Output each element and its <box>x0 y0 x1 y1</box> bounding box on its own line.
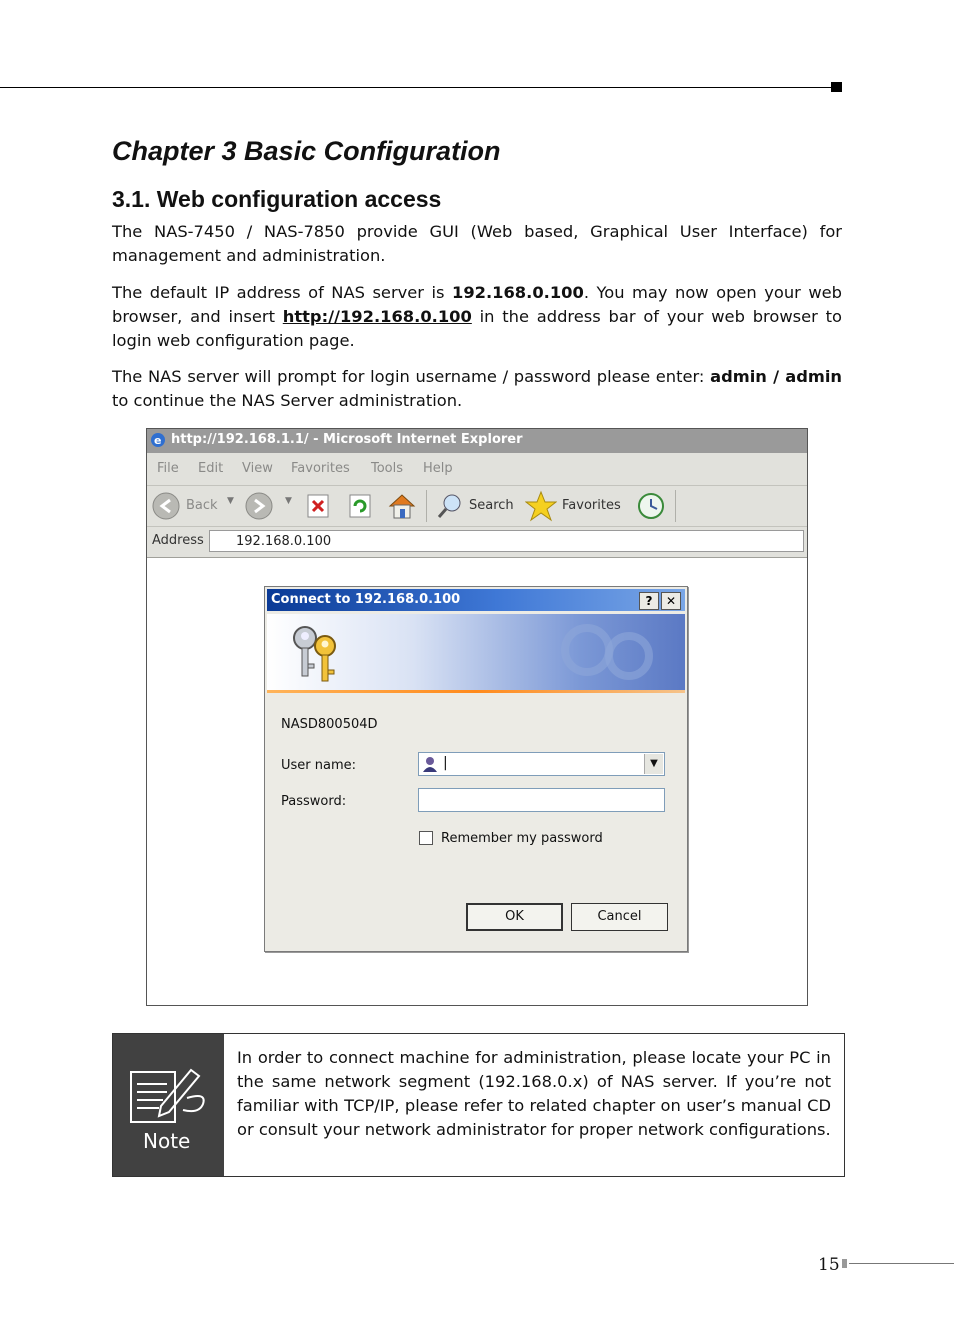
svg-text:e: e <box>154 434 162 447</box>
refresh-icon[interactable] <box>347 493 373 519</box>
banner-keys-watermark-icon <box>537 622 667 688</box>
paragraph-default-ip <box>112 281 842 353</box>
credentials: admin / admin <box>710 367 842 386</box>
favorites-button[interactable]: Favorites <box>562 498 621 513</box>
text: in the address bar of your web browser to login web configuration page. <box>112 307 842 350</box>
text: The default IP address of NAS server is <box>112 283 452 302</box>
banner-divider <box>267 690 685 693</box>
note-sidebar <box>113 1034 224 1176</box>
browser-titlebar <box>147 429 807 453</box>
remember-label[interactable]: Remember my password <box>441 831 603 846</box>
close-button[interactable]: ✕ <box>661 592 681 610</box>
back-dropdown-icon[interactable]: ▼ <box>227 496 234 506</box>
footer-rule <box>849 1263 954 1264</box>
text: to continue the NAS Server administration. <box>112 391 463 410</box>
remember-checkbox[interactable] <box>419 831 433 845</box>
toolbar <box>147 486 807 527</box>
footer-marker <box>842 1259 847 1268</box>
chapter-title: Chapter 3 Basic Configuration <box>112 136 501 166</box>
paragraph-intro: The NAS-7450 / NAS-7850 provide GUI (Web based, Graphical User Interface) for management and administration. <box>112 222 842 265</box>
paragraph-login <box>112 365 842 413</box>
cancel-button[interactable]: Cancel <box>571 903 668 931</box>
page-number: 15 <box>818 1255 840 1275</box>
note-pencil-icon <box>127 1062 209 1126</box>
note-box <box>112 1033 845 1177</box>
address-bar <box>147 527 807 558</box>
chevron-down-icon[interactable]: ▼ <box>644 754 663 774</box>
home-icon[interactable] <box>387 491 417 521</box>
dialog-banner <box>267 614 685 690</box>
back-button[interactable]: Back <box>186 498 218 513</box>
stop-icon[interactable] <box>305 493 331 519</box>
toolbar-separator <box>426 490 427 522</box>
user-icon <box>422 756 438 772</box>
username-combobox[interactable] <box>418 752 665 776</box>
history-icon[interactable] <box>637 492 667 520</box>
url-link[interactable]: http://192.168.0.100 <box>282 307 472 326</box>
login-dialog <box>264 586 688 952</box>
text-caret: | <box>443 755 448 771</box>
search-button[interactable]: Search <box>469 498 514 513</box>
menu-tools[interactable]: Tools <box>371 461 404 476</box>
dialog-titlebar <box>267 589 685 611</box>
password-label: Password: <box>281 794 347 809</box>
favorites-star-icon[interactable] <box>525 490 557 522</box>
username-label: User name: <box>281 758 357 773</box>
forward-icon[interactable] <box>245 492 275 520</box>
ip-address: 192.168.0.100 <box>451 283 584 302</box>
header-rule <box>0 87 832 88</box>
menu-edit[interactable]: Edit <box>198 461 224 476</box>
menu-view[interactable]: View <box>242 461 273 476</box>
ie-logo-icon <box>150 432 166 448</box>
section-title: 3.1. Web configuration access <box>112 186 442 212</box>
search-icon[interactable] <box>435 491 465 521</box>
ok-button[interactable]: OK <box>466 903 563 931</box>
keys-icon <box>285 620 349 686</box>
back-icon[interactable] <box>152 492 182 520</box>
forward-dropdown-icon[interactable]: ▼ <box>285 496 292 506</box>
toolbar-separator <box>675 490 676 522</box>
dialog-title: Connect to 192.168.0.100 <box>271 592 461 607</box>
menu-bar <box>147 453 807 486</box>
browser-screenshot <box>146 428 808 1006</box>
realm-label: NASD800504D <box>281 717 378 732</box>
password-field[interactable] <box>418 788 665 812</box>
address-label: Address <box>152 533 204 548</box>
text: . You may now open your web browser, and insert <box>112 283 842 326</box>
note-label: Note <box>143 1129 191 1153</box>
header-marker <box>831 82 842 92</box>
help-button[interactable]: ? <box>639 592 659 610</box>
note-text: In order to connect machine for administration, please locate your PC in the same network segment (192.168.0.x) of NAS server. If you’re not familiar with TCP/IP, please refer to related chapter on user’s manual CD or consult your network administrator for proper network configurations. <box>237 1048 831 1139</box>
menu-help[interactable]: Help <box>423 461 453 476</box>
menu-favorites[interactable]: Favorites <box>291 461 350 476</box>
text: The NAS server will prompt for login username / password please enter: <box>112 367 711 386</box>
menu-file[interactable]: File <box>157 461 179 476</box>
browser-title: http://192.168.1.1/ - Microsoft Internet Explorer <box>171 432 523 447</box>
address-input[interactable]: 192.168.0.100 <box>209 530 804 552</box>
